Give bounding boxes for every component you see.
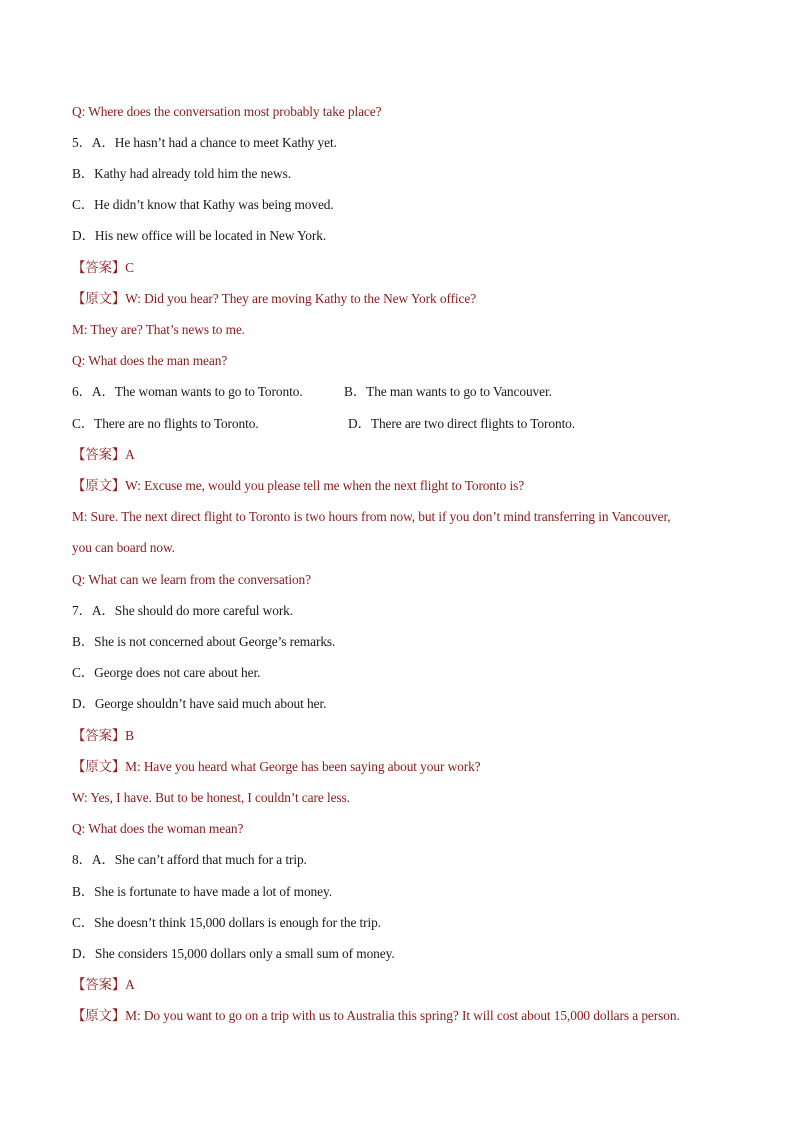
q5-transcript-w: 【原文】W: Did you hear? They are moving Kathy to the New York office? (72, 291, 477, 306)
q8-option-c: C．She doesn’t think 15,000 dollars is enough for the trip. (72, 915, 381, 930)
q7-transcript-w: W: Yes, I have. But to be honest, I couldn’t care less. (72, 790, 350, 805)
q5-answer: 【答案】C (72, 260, 134, 275)
q7-answer: 【答案】B (72, 728, 134, 743)
q5-option-d: D．His new office will be located in New York. (72, 228, 327, 243)
q7-transcript-q: Q: What does the woman mean? (72, 821, 244, 836)
q6-option-b: B．The man wants to go to Vancouver. (344, 384, 552, 399)
q5-option-b: B．Kathy had already told him the news. (72, 166, 291, 181)
q8-option-b: B．She is fortunate to have made a lot of money. (72, 884, 332, 899)
q7-option-d: D．George shouldn’t have said much about her. (72, 696, 327, 711)
q8-option-d: D．She considers 15,000 dollars only a small sum of money. (72, 946, 395, 961)
q8-answer: 【答案】A (72, 977, 135, 992)
q6-option-a: 6．A．The woman wants to go to Toronto. (72, 384, 303, 399)
q8-option-a: 8．A．She can’t afford that much for a trip. (72, 852, 307, 867)
q5-option-c: C．He didn’t know that Kathy was being moved. (72, 197, 334, 212)
q7-transcript-m: 【原文】M: Have you heard what George has been saying about your work? (72, 759, 481, 774)
q6-transcript-q: Q: What can we learn from the conversation? (72, 572, 311, 587)
q7-option-c: C．George does not care about her. (72, 665, 261, 680)
q5-transcript-q: Q: What does the man mean? (72, 353, 228, 368)
q6-option-c: C．There are no flights to Toronto. (72, 416, 259, 431)
q5-option-a: 5．A．He hasn’t had a chance to meet Kathy yet. (72, 135, 337, 150)
q7-option-b: B．She is not concerned about George’s remarks. (72, 634, 336, 649)
q5-transcript-m: M: They are? That’s news to me. (72, 322, 246, 337)
question-prompt-4: Q: Where does the conversation most probably take place? (72, 104, 382, 119)
q6-option-d: D．There are two direct flights to Toronto. (348, 416, 576, 431)
q8-transcript-m: 【原文】M: Do you want to go on a trip with us to Australia this spring? It will cost about 15,000 dollars a person. (72, 1008, 680, 1023)
q6-answer: 【答案】A (72, 447, 135, 462)
q7-option-a: 7．A．She should do more careful work. (72, 603, 294, 618)
q6-transcript-m: M: Sure. The next direct flight to Toronto is two hours from now, but if you don’t mind transferring in Vancouver, (72, 509, 671, 524)
q6-transcript-w: 【原文】W: Excuse me, would you please tell me when the next flight to Toronto is? (72, 478, 525, 493)
q6-transcript-m-cont: you can board now. (72, 540, 175, 555)
